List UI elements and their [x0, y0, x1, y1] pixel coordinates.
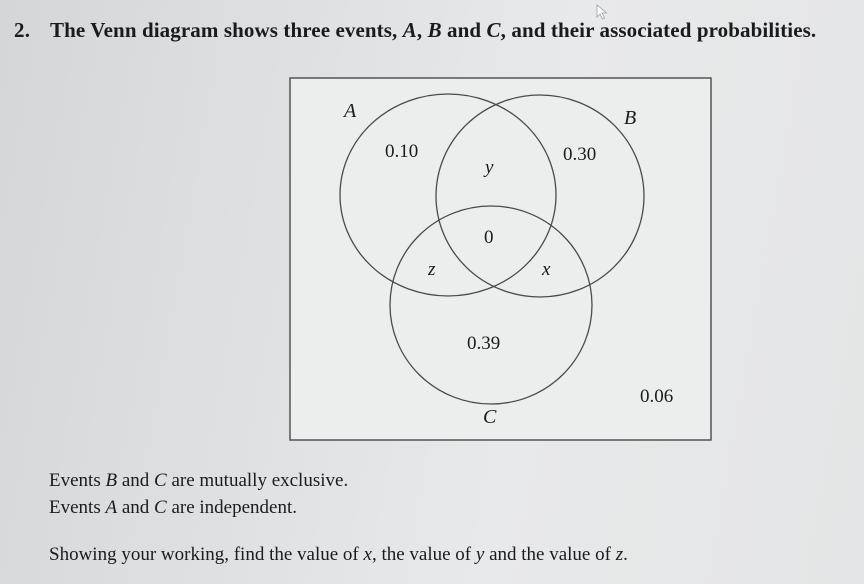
statement-text: are independent.: [166, 497, 298, 518]
event-c-name: C: [486, 18, 501, 42]
region-c-only: 0.39: [467, 333, 501, 354]
statement-instruction: [49, 544, 628, 566]
statement-text: , the value of: [371, 544, 476, 565]
variable-z: z: [615, 544, 624, 565]
set-label-a: A: [344, 100, 357, 122]
set-label-c: C: [483, 406, 497, 428]
event-b-name: B: [427, 18, 442, 42]
event-c-name: C: [154, 470, 167, 491]
region-b-only: 0.30: [563, 144, 597, 165]
question-text-part: , and their associated probabilities.: [500, 18, 817, 42]
variable-y: y: [475, 544, 485, 565]
statement-text: Events: [49, 497, 106, 518]
question-text-part: ,: [416, 18, 428, 42]
statement-independent: [49, 497, 297, 519]
question-text-part: The Venn diagram shows three events,: [50, 18, 403, 42]
statement-mutually-exclusive: [49, 470, 348, 492]
question-number: 2.: [14, 18, 31, 42]
statement-text: and: [117, 497, 155, 518]
event-b-name: B: [105, 470, 118, 491]
statement-text: are mutually exclusive.: [166, 470, 349, 491]
event-c-name: C: [154, 497, 167, 518]
region-b-and-c-only: x: [542, 259, 551, 280]
variable-x: x: [363, 544, 372, 565]
statement-text: and the value of: [484, 544, 616, 565]
region-outside: 0.06: [640, 386, 674, 407]
region-a-b-c: 0: [484, 227, 494, 248]
question-text-part: and: [441, 18, 487, 42]
statement-text: .: [623, 544, 628, 565]
statement-text: and: [117, 470, 155, 491]
region-a-and-c-only: z: [428, 259, 436, 280]
region-a-only: 0.10: [385, 141, 419, 162]
statement-text: Showing your working, find the value of: [49, 544, 364, 565]
event-a-name: A: [402, 18, 417, 42]
set-label-b: B: [624, 107, 637, 129]
event-a-name: A: [105, 497, 118, 518]
statement-text: Events: [49, 470, 106, 491]
region-a-and-b-only: y: [485, 157, 494, 178]
